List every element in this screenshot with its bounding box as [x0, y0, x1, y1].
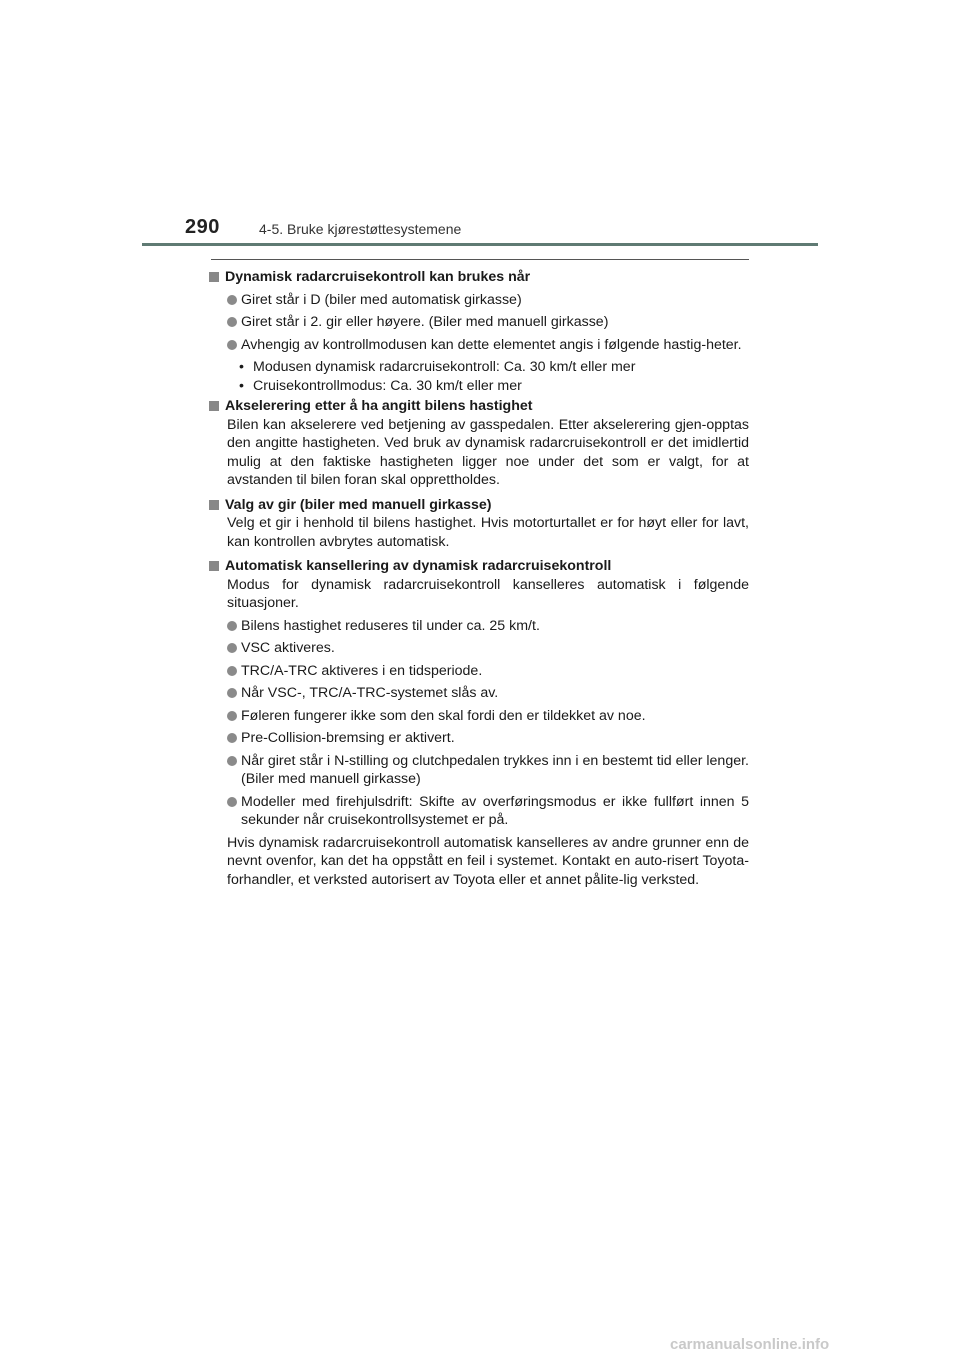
dot-bullet-icon	[227, 666, 237, 676]
list-item	[227, 707, 749, 726]
dot-bullet-icon	[227, 621, 237, 631]
page-content	[209, 266, 749, 889]
divider	[211, 259, 749, 260]
dot-bullet-icon	[227, 756, 237, 766]
list-item-text: Når VSC-, TRC/A-TRC-systemet slås av.	[241, 685, 499, 701]
list-item	[227, 617, 749, 636]
paragraph: Bilen kan akselerere ved betjening av gasspedalen. Etter akselerering gjen-opptas den angitte hastigheten. Ved bruk av dynamisk radarcruisekontroll er det imidlertid mulig at den faktiske hastigheten ligger noe under det som er valgt, for at avstanden til bilen foran skal opprettholdes.	[227, 416, 749, 488]
section-heading	[209, 496, 749, 515]
list-item	[227, 684, 749, 703]
list-item-text: Bilens hastighet reduseres til under ca. 25 km/t.	[241, 617, 540, 634]
list-item-text: Føleren fungerer ikke som den skal fordi den er tildekket av noe.	[241, 707, 646, 724]
list-item-text: Når giret står i N-stilling og clutchpedalen trykkes inn i en bestemt tid eller lenger. (Biler med manuell girkasse)	[241, 752, 749, 787]
list-item-text: Giret står i D (biler med automatisk girkasse)	[241, 291, 522, 308]
list-item	[227, 639, 749, 658]
list-item	[227, 291, 749, 310]
page-number: 290	[185, 216, 220, 238]
square-bullet-icon	[209, 500, 219, 510]
dot-bullet-icon	[227, 733, 237, 743]
heading-text: Dynamisk radarcruisekontroll kan brukes når	[225, 269, 531, 285]
list-item	[227, 752, 749, 789]
sub-list-item-text: Modusen dynamisk radarcruisekontroll: Ca. 30 km/t eller mer	[253, 359, 636, 375]
list-item-text: TRC/A-TRC aktiveres i en tidsperiode.	[241, 662, 483, 679]
heading-text: Valg av gir (biler med manuell girkasse)	[225, 496, 492, 513]
list-item	[227, 313, 749, 332]
dot-bullet-icon	[227, 295, 237, 305]
list-item-text: Modeller med firehjulsdrift: Skifte av overføringsmodus er ikke fullført innen 5 sekunder når cruisekontrollsystemet er på.	[241, 793, 749, 828]
header-rule	[142, 243, 818, 246]
section-heading	[209, 557, 749, 576]
list-item	[227, 662, 749, 681]
list-item	[227, 793, 749, 830]
section-heading	[209, 268, 749, 287]
paragraph: Modus for dynamisk radarcruisekontroll kanselleres automatisk i følgende situasjoner.	[227, 576, 749, 611]
section-title: 4-5. Bruke kjørestøttesystemene	[259, 221, 462, 237]
list-item	[227, 729, 749, 748]
square-bullet-icon	[209, 272, 219, 282]
dot-bullet-icon	[227, 688, 237, 698]
list-item-text: Pre-Collision-bremsing er aktivert.	[241, 730, 455, 746]
dot-bullet-icon	[227, 797, 237, 807]
square-bullet-icon	[209, 561, 219, 571]
sub-list-item	[239, 377, 749, 396]
sub-list-item-text: Cruisekontrollmodus: Ca. 30 km/t eller mer	[253, 377, 522, 394]
sub-list-item	[239, 358, 749, 377]
dot-bullet-icon	[227, 643, 237, 653]
closing-paragraph: Hvis dynamisk radarcruisekontroll automatisk kanselleres av andre grunner enn de nevnt ovenfor, kan det ha oppstått en feil i systemet. Kontakt en auto-risert Toyota-forhandler, et verksted autorisert av Toyota eller et annet pålite-lig verksted.	[227, 834, 749, 888]
list-item	[227, 336, 749, 355]
paragraph: Velg et gir i henhold til bilens hastighet. Hvis motorturtallet er for høyt eller for lavt, kan kontrollen avbrytes automatisk.	[227, 515, 749, 550]
section-heading	[209, 397, 749, 416]
list-item-text: Avhengig av kontrollmodusen kan dette elementet angis i følgende hastig-heter.	[241, 336, 742, 353]
watermark: carmanualsonline.info	[670, 1336, 830, 1353]
list-item-text: Giret står i 2. gir eller høyere. (Biler med manuell girkasse)	[241, 314, 609, 330]
dot-bullet-icon	[227, 317, 237, 327]
square-bullet-icon	[209, 401, 219, 411]
list-item-text: VSC aktiveres.	[241, 640, 335, 656]
dot-bullet-icon	[227, 711, 237, 721]
small-bullet-icon: •	[239, 359, 244, 375]
small-bullet-icon: •	[239, 377, 244, 394]
heading-text: Automatisk kansellering av dynamisk radarcruisekontroll	[225, 558, 612, 574]
heading-text: Akselerering etter å ha angitt bilens hastighet	[225, 398, 533, 414]
dot-bullet-icon	[227, 340, 237, 350]
